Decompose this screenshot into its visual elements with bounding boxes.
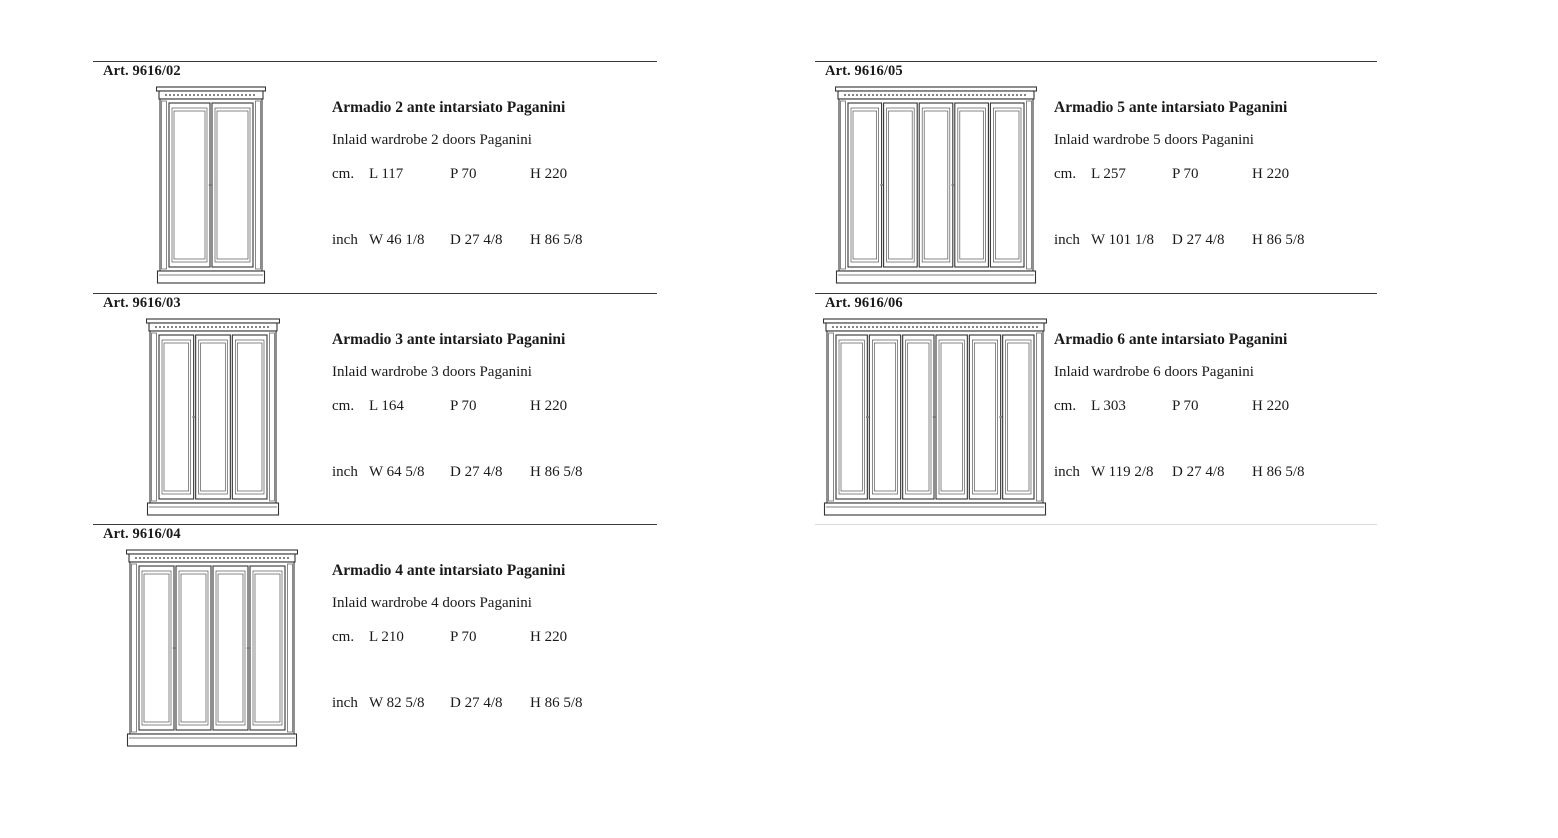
depth-value: P 70 bbox=[1172, 398, 1199, 414]
article-number: Art. 9616/04 bbox=[103, 526, 181, 542]
height-value: H 86 5/8 bbox=[530, 232, 583, 248]
length-value: L 164 bbox=[369, 398, 404, 414]
product-subtitle: Inlaid wardrobe 3 doors Paganini bbox=[332, 364, 532, 380]
product-title: Armadio 6 ante intarsiato Paganini bbox=[1054, 331, 1288, 348]
height-value: H 220 bbox=[530, 629, 568, 645]
wardrobe-svg bbox=[126, 548, 298, 748]
product-entry-9616-03 bbox=[93, 293, 657, 525]
article-number: Art. 9616/03 bbox=[103, 295, 181, 311]
width-value: W 82 5/8 bbox=[369, 695, 425, 711]
unit-label: inch bbox=[332, 464, 358, 480]
product-entry-9616-02 bbox=[93, 61, 657, 293]
height-value: H 86 5/8 bbox=[530, 464, 583, 480]
height-value: H 220 bbox=[530, 166, 568, 182]
unit-label: inch bbox=[1054, 232, 1080, 248]
length-value: L 117 bbox=[369, 166, 404, 182]
closing-divider bbox=[815, 524, 1377, 526]
height-value: H 86 5/8 bbox=[1252, 232, 1305, 248]
height-value: H 220 bbox=[1252, 398, 1290, 414]
product-title: Armadio 5 ante intarsiato Paganini bbox=[1054, 99, 1288, 116]
depth-value: D 27 4/8 bbox=[450, 695, 503, 711]
wardrobe-svg bbox=[146, 317, 280, 517]
depth-value: D 27 4/8 bbox=[1172, 232, 1225, 248]
width-value: W 64 5/8 bbox=[369, 464, 425, 480]
divider-line bbox=[815, 293, 1377, 294]
product-entry-9616-06 bbox=[815, 293, 1377, 525]
height-value: H 86 5/8 bbox=[530, 695, 583, 711]
wardrobe-3-doors-drawing bbox=[146, 317, 280, 517]
length-value: L 210 bbox=[369, 629, 404, 645]
divider-line bbox=[815, 524, 1377, 525]
height-value: H 220 bbox=[1252, 166, 1290, 182]
length-value: L 303 bbox=[1091, 398, 1126, 414]
unit-label: cm. bbox=[1054, 398, 1077, 414]
height-value: H 86 5/8 bbox=[1252, 464, 1305, 480]
width-value: W 101 1/8 bbox=[1091, 232, 1155, 248]
wardrobe-5-doors-drawing bbox=[835, 85, 1037, 285]
depth-value: P 70 bbox=[450, 398, 477, 414]
unit-label: cm. bbox=[332, 166, 355, 182]
divider-line bbox=[93, 524, 657, 525]
depth-value: P 70 bbox=[1172, 166, 1199, 182]
depth-value: D 27 4/8 bbox=[1172, 464, 1225, 480]
wardrobe-2-doors-drawing bbox=[156, 85, 266, 285]
wardrobe-svg bbox=[835, 85, 1037, 285]
unit-label: inch bbox=[332, 695, 358, 711]
depth-value: P 70 bbox=[450, 166, 477, 182]
product-subtitle: Inlaid wardrobe 4 doors Paganini bbox=[332, 595, 532, 611]
depth-value: D 27 4/8 bbox=[450, 232, 503, 248]
product-entry-9616-04 bbox=[93, 524, 657, 756]
unit-label: cm. bbox=[332, 629, 355, 645]
width-value: W 119 2/8 bbox=[1091, 464, 1154, 480]
unit-label: cm. bbox=[1054, 166, 1077, 182]
wardrobe-svg bbox=[156, 85, 266, 285]
article-number: Art. 9616/05 bbox=[825, 63, 903, 79]
wardrobe-4-doors-drawing bbox=[126, 548, 298, 748]
product-subtitle: Inlaid wardrobe 2 doors Paganini bbox=[332, 132, 532, 148]
depth-value: D 27 4/8 bbox=[450, 464, 503, 480]
article-number: Art. 9616/02 bbox=[103, 63, 181, 79]
divider-line bbox=[93, 293, 657, 294]
unit-label: cm. bbox=[332, 398, 355, 414]
product-title: Armadio 4 ante intarsiato Paganini bbox=[332, 562, 566, 579]
product-subtitle: Inlaid wardrobe 5 doors Paganini bbox=[1054, 132, 1254, 148]
wardrobe-svg bbox=[823, 317, 1047, 517]
product-title: Armadio 3 ante intarsiato Paganini bbox=[332, 331, 566, 348]
unit-label: inch bbox=[332, 232, 358, 248]
article-number: Art. 9616/06 bbox=[825, 295, 903, 311]
unit-label: inch bbox=[1054, 464, 1080, 480]
wardrobe-6-doors-drawing bbox=[823, 317, 1047, 517]
divider-line bbox=[93, 61, 657, 62]
divider-line bbox=[815, 61, 1377, 62]
depth-value: P 70 bbox=[450, 629, 477, 645]
product-subtitle: Inlaid wardrobe 6 doors Paganini bbox=[1054, 364, 1254, 380]
product-title: Armadio 2 ante intarsiato Paganini bbox=[332, 99, 566, 116]
width-value: W 46 1/8 bbox=[369, 232, 425, 248]
length-value: L 257 bbox=[1091, 166, 1126, 182]
product-entry-9616-05 bbox=[815, 61, 1377, 293]
height-value: H 220 bbox=[530, 398, 568, 414]
